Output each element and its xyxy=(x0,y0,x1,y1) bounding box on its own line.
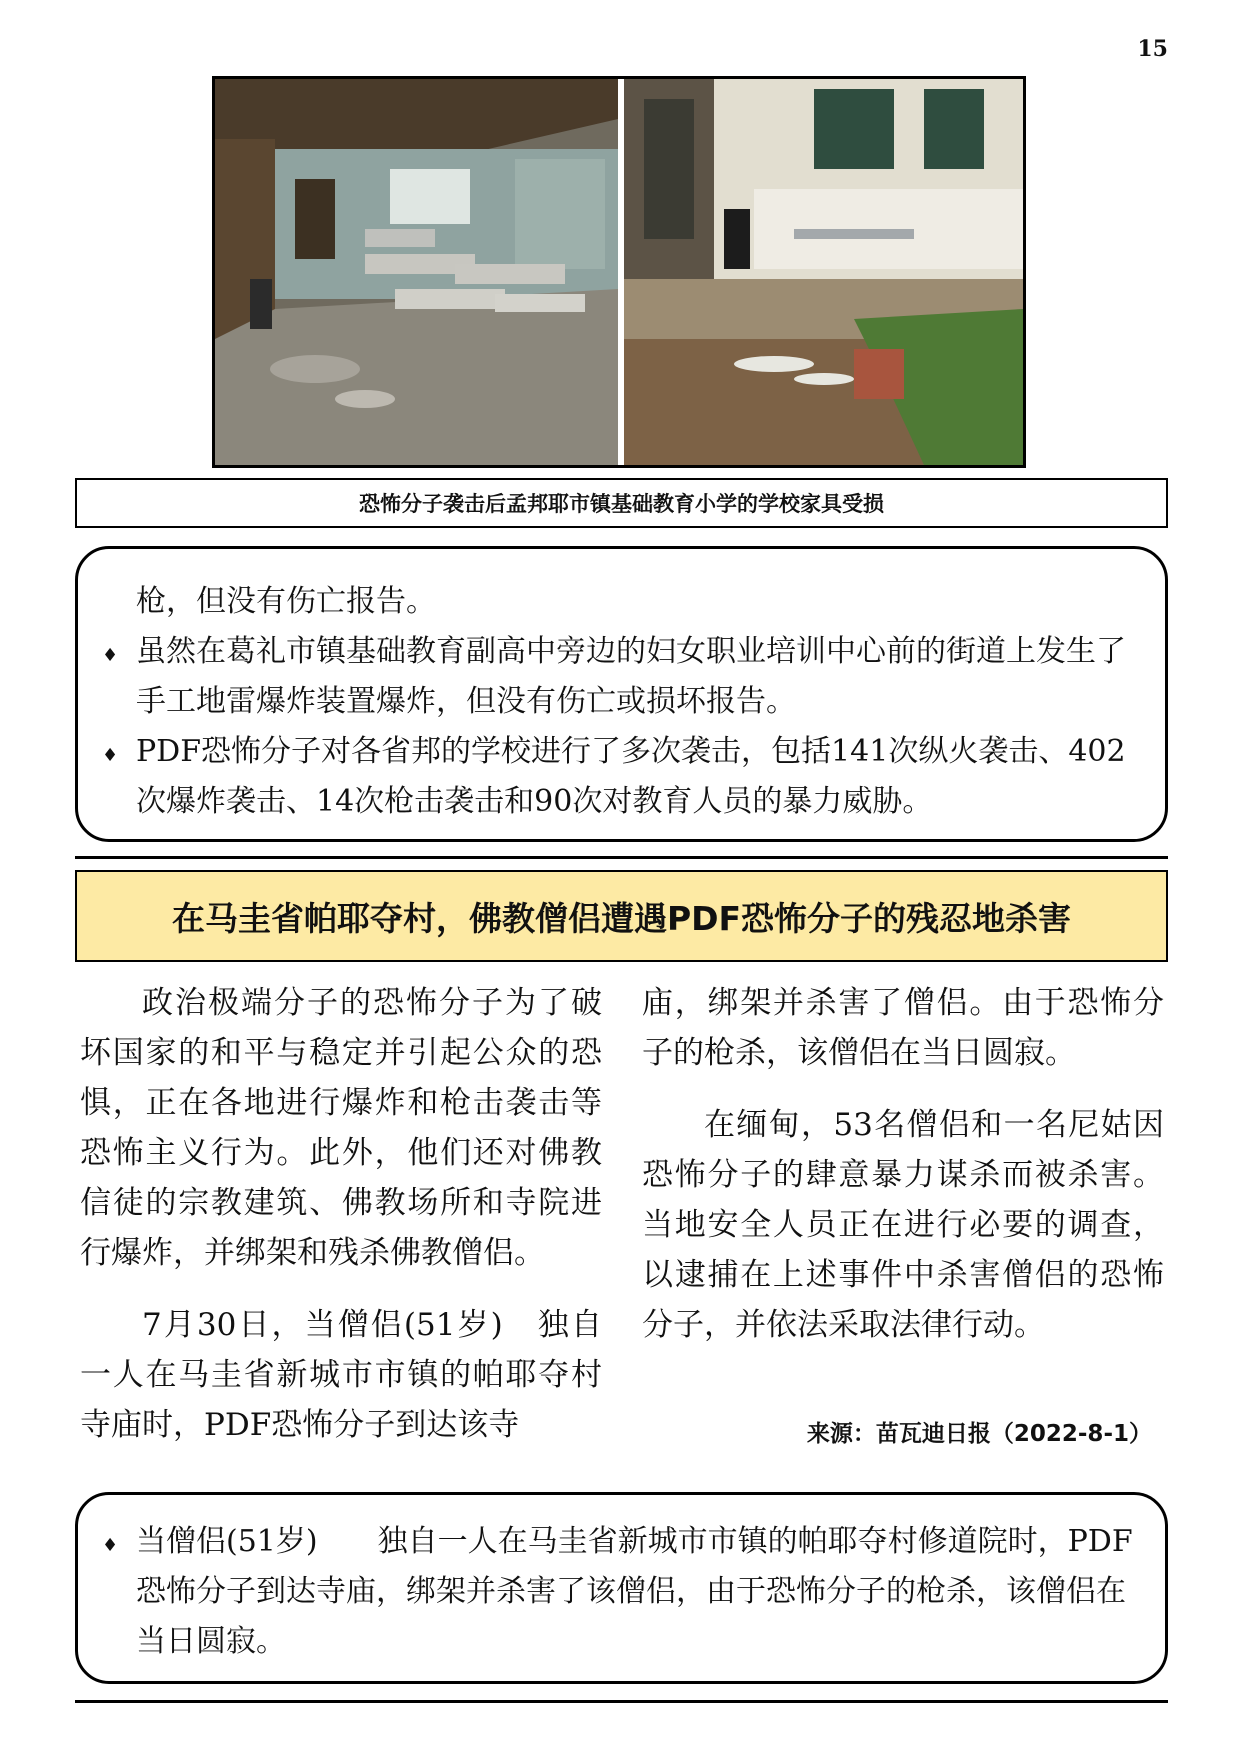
bullet-box-education xyxy=(75,546,1168,842)
article-column-left xyxy=(80,978,602,1472)
list-item: ♦ PDF恐怖分子对各省邦的学校进行了多次袭击，包括141次纵火袭击、402次爆炸袭击、14次枪击袭击和90次对教育人员的暴力威胁。 xyxy=(102,727,1141,827)
divider xyxy=(75,856,1168,859)
school-exterior-photo xyxy=(624,79,1023,465)
article-paragraph: 7月30日，当僧侣(51岁) 独自一人在马圭省新城市市镇的帕耶夺村寺庙时，PDF恐怖分子到达该寺 xyxy=(80,1307,602,1443)
list-item: ♦ 虽然在葛礼市镇基础教育副高中旁边的妇女职业培训中心前的街道上发生了手工地雷爆炸装置爆炸，但没有伤亡或损坏报告。 xyxy=(102,627,1141,727)
continuation-text: 枪，但没有伤亡报告。 xyxy=(136,584,436,619)
diamond-bullet-icon: ♦ xyxy=(102,1535,119,1556)
photo-caption: 恐怖分子袭击后孟邦耶市镇基础教育小学的学校家具受损 xyxy=(75,478,1168,528)
list-item: ♦ 当僧侣(51岁) 独自一人在马圭省新城市市镇的帕耶夺村修道院时，PDF恐怖分子到达寺庙，绑架并杀害了该僧侣，由于恐怖分子的枪杀，该僧侣在当日圆寂。 xyxy=(102,1517,1141,1667)
article-column-right xyxy=(642,978,1164,1372)
classroom-photo xyxy=(215,79,624,465)
photo-pair xyxy=(212,76,1026,468)
article-source: 来源：苗瓦迪日报（2022-8-1） xyxy=(806,1421,1152,1447)
divider xyxy=(75,1700,1168,1703)
article-headline: 在马圭省帕耶夺村，佛教僧侣遭遇PDF恐怖分子的残忍地杀害 xyxy=(75,870,1168,962)
bullet-box-monk xyxy=(75,1492,1168,1684)
article-paragraph: 庙，绑架并杀害了僧侣。由于恐怖分子的枪杀，该僧侣在当日圆寂。 xyxy=(642,985,1164,1071)
article-paragraph: 在缅甸，53名僧侣和一名尼姑因恐怖分子的肆意暴力谋杀而被杀害。当地安全人员正在进行必要的调查，以逮捕在上述事件中杀害僧侣的恐怖分子，并依法采取法律行动。 xyxy=(642,1107,1164,1343)
page-number: 15 xyxy=(1137,36,1168,62)
diamond-bullet-icon: ♦ xyxy=(102,745,119,766)
diamond-bullet-icon: ♦ xyxy=(102,645,119,666)
article-paragraph: 政治极端分子的恐怖分子为了破坏国家的和平与稳定并引起公众的恐惧，正在各地进行爆炸和枪击袭击等恐怖主义行为。此外，他们还对佛教信徒的宗教建筑、佛教场所和寺院进行爆炸，并绑架和残杀佛教僧侣。 xyxy=(80,985,602,1271)
